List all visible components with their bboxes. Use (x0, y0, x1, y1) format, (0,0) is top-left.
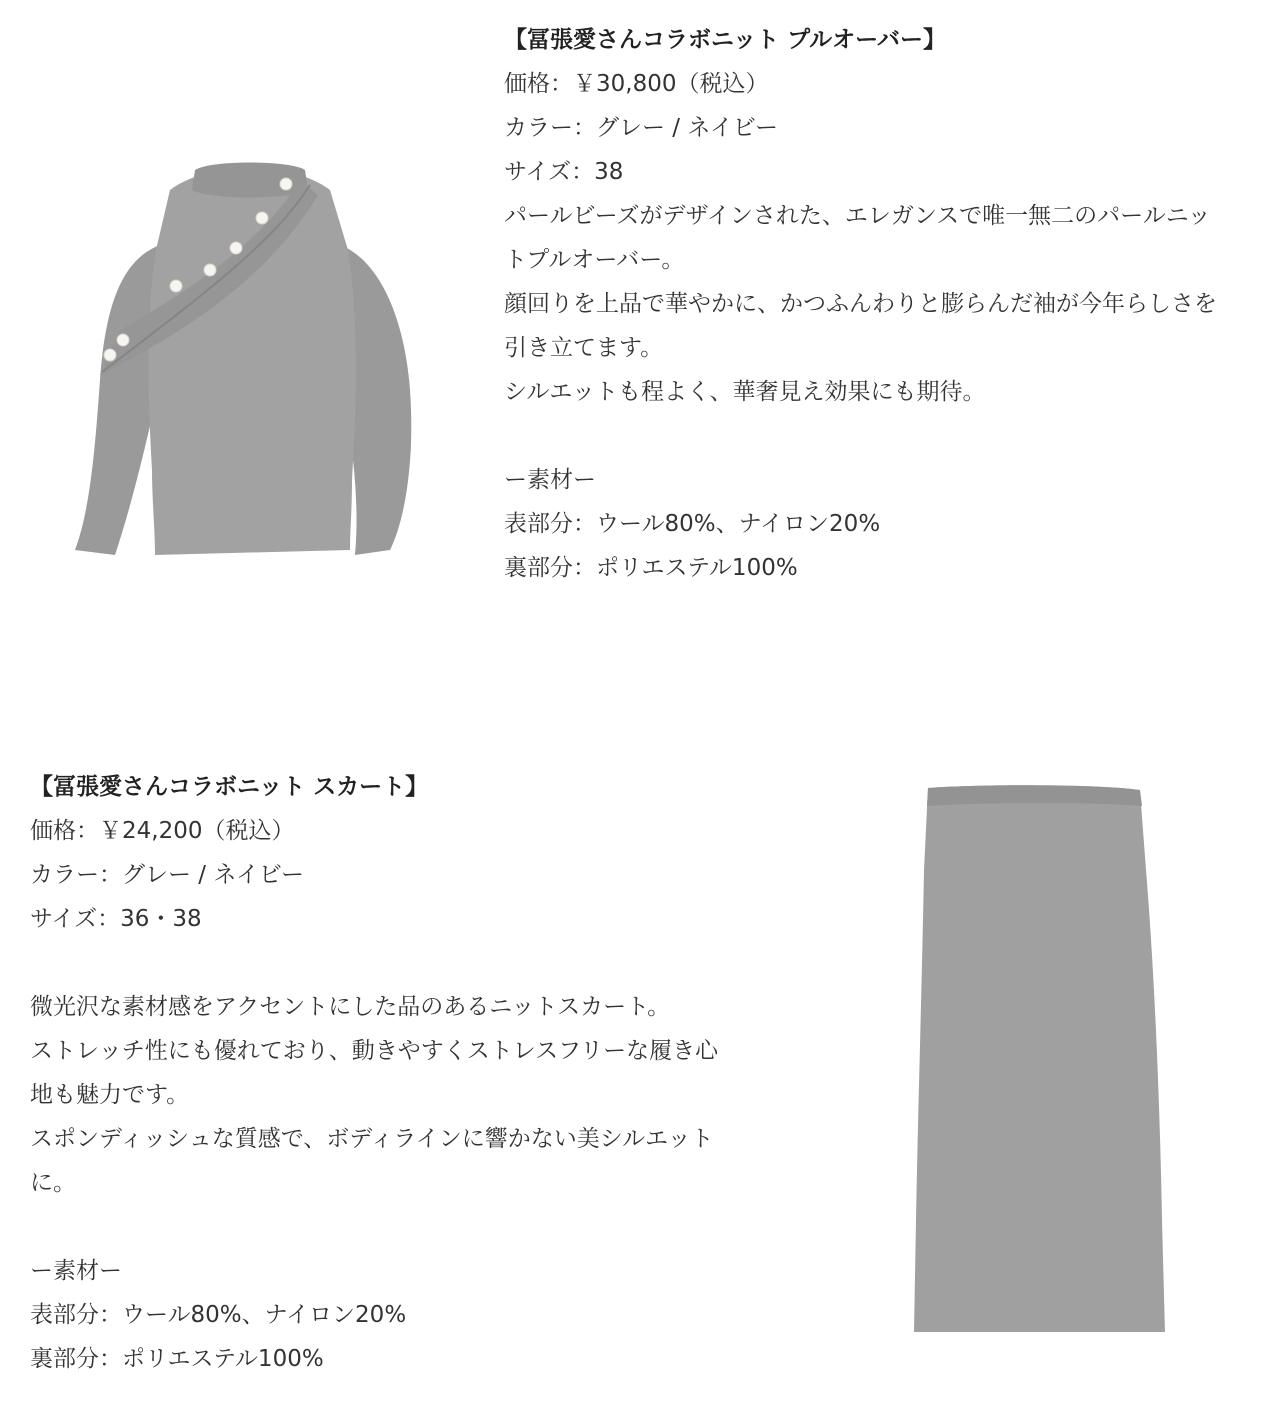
skirt-material-inner: 裏部分：ポリエステル100% (30, 1346, 324, 1372)
skirt-material-outer: 表部分：ウール80%、ナイロン20% (30, 1302, 407, 1328)
spacer (30, 941, 770, 985)
pullover-material-outer: 表部分：ウール80%、ナイロン20% (504, 511, 881, 537)
pullover-desc-line: 引き立てます。 (504, 335, 664, 361)
pullover-desc-line: パールビーズがデザインされた、エレガンスで唯一無二のパールニッ (504, 203, 1211, 229)
skirt-color: カラー：グレー / ネイビー (30, 862, 304, 888)
pullover-material-heading: ー素材ー (504, 467, 596, 493)
pullover-desc-line: トプルオーバー。 (504, 247, 685, 273)
pullover-desc-line: 顔回りを上品で華やかに、かつふんわりと膨らんだ袖が今年らしさを (504, 291, 1217, 317)
skirt-material-heading: ー素材ー (30, 1258, 122, 1284)
spacer (30, 1205, 770, 1249)
pullover-product-image (60, 150, 440, 570)
pullover-illustration (60, 150, 440, 570)
skirt-desc-line: ストレッチ性にも優れており、動きやすくストレスフリーな履き心 (30, 1038, 719, 1064)
skirt-description (30, 765, 770, 1381)
skirt-illustration (900, 780, 1180, 1340)
pullover-desc-line: シルエットも程よく、華奢見え効果にも期待。 (504, 379, 986, 405)
skirt-desc-line: に。 (30, 1170, 76, 1196)
skirt-product-image (900, 780, 1180, 1340)
skirt-size: サイズ：36・38 (30, 906, 202, 932)
pullover-title: 【冨張愛さんコラボニット プルオーバー】 (504, 27, 947, 53)
spacer (504, 414, 1264, 458)
pullover-material-inner: 裏部分：ポリエステル100% (504, 555, 798, 581)
pullover-size: サイズ：38 (504, 159, 624, 185)
pullover-price: 価格：￥30,800（税込） (504, 71, 769, 97)
skirt-desc-line: 地も魅力です。 (30, 1082, 190, 1108)
skirt-title: 【冨張愛さんコラボニット スカート】 (30, 774, 429, 800)
skirt-price: 価格：￥24,200（税込） (30, 818, 295, 844)
pullover-color: カラー：グレー / ネイビー (504, 115, 778, 141)
pullover-description (504, 18, 1264, 590)
skirt-desc-line: 微光沢な素材感をアクセントにした品のあるニットスカート。 (30, 994, 671, 1020)
skirt-desc-line: スポンディッシュな質感で、ボディラインに響かない美シルエット (30, 1126, 714, 1152)
